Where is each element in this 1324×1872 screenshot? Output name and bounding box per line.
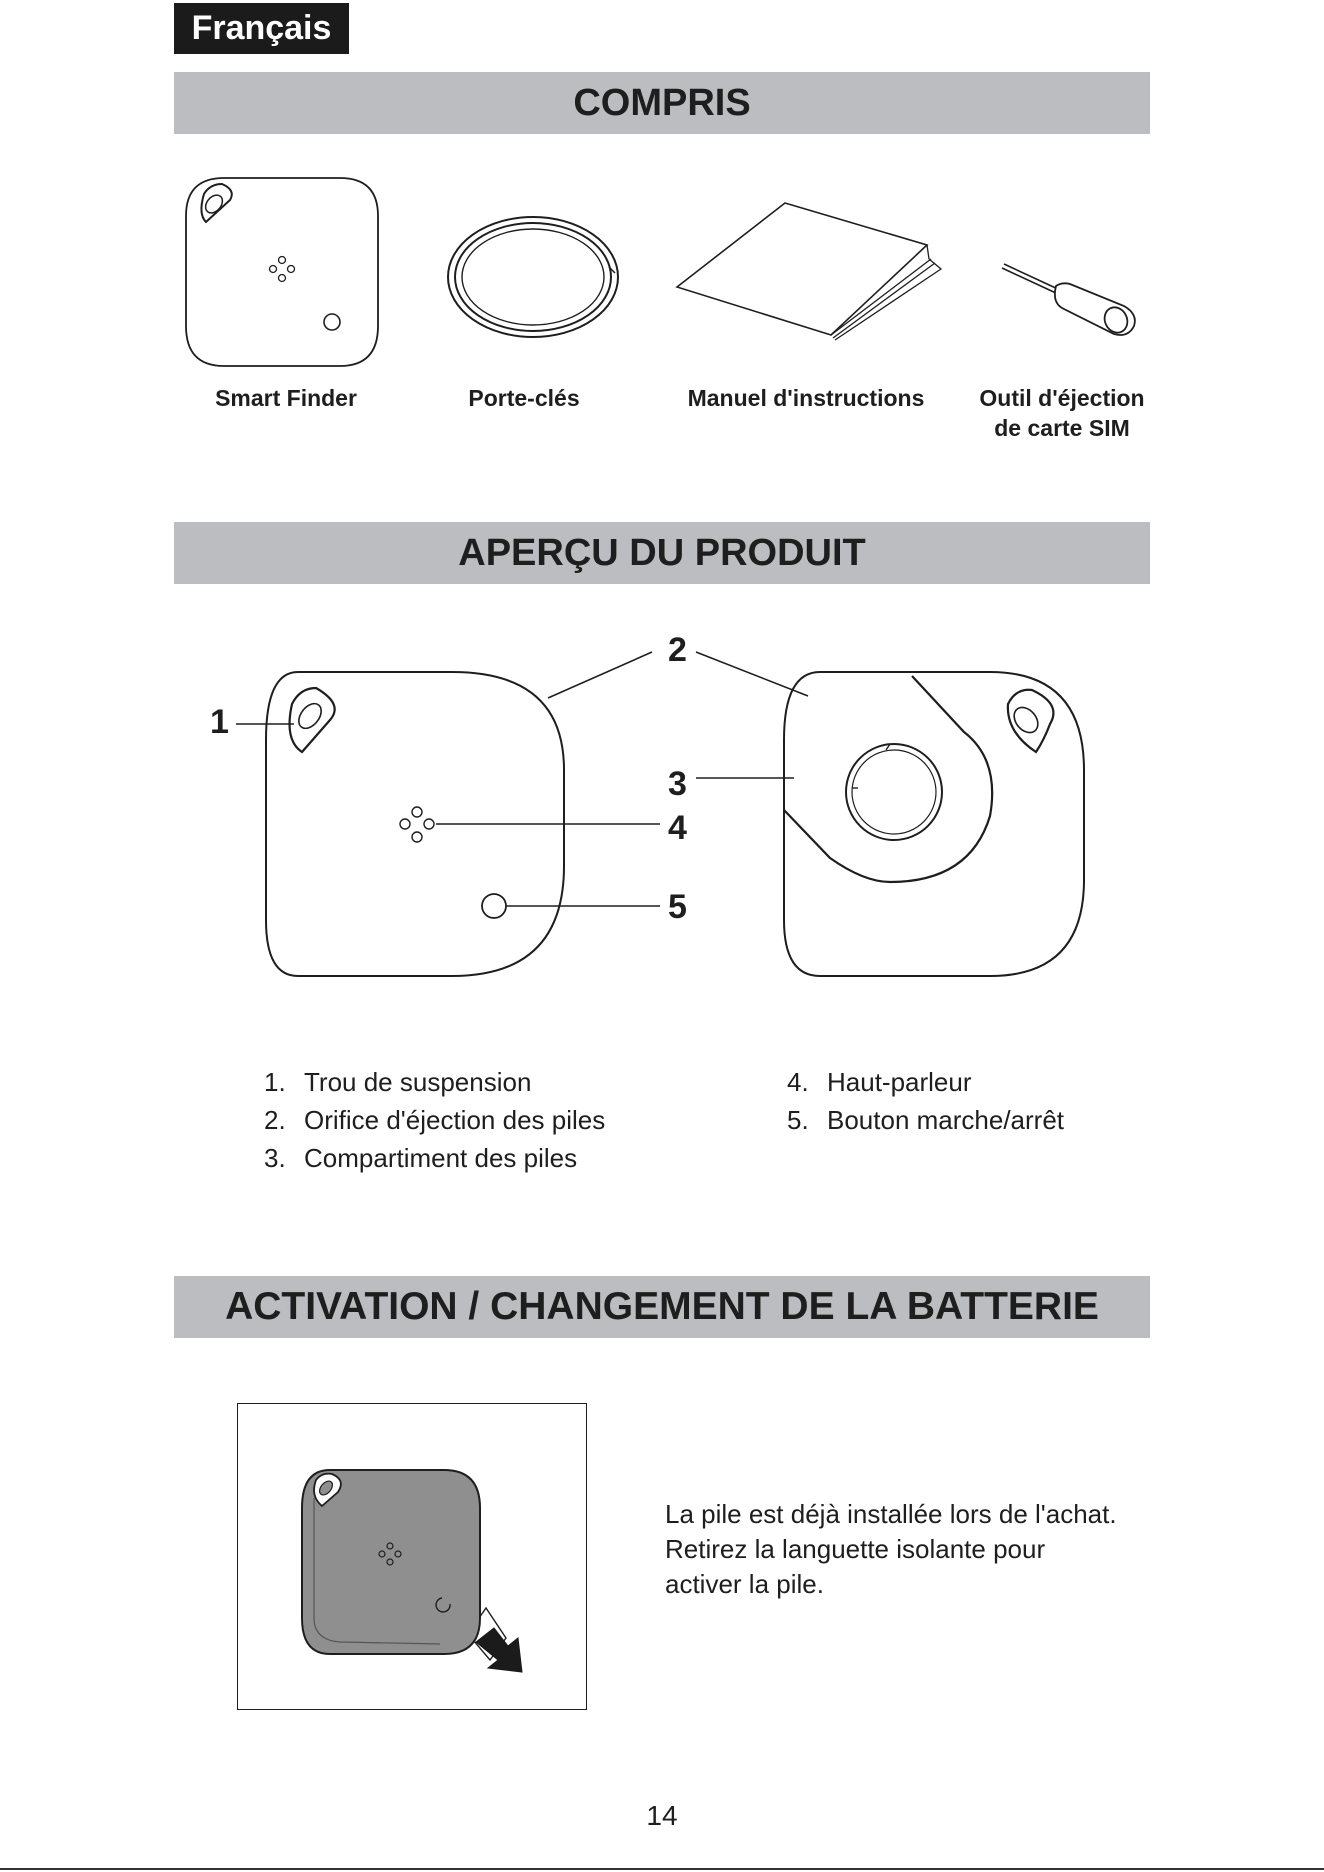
- item-label-outil-line1: Outil d'éjection: [979, 385, 1145, 411]
- list-item: [264, 1063, 605, 1101]
- overview-list-right: [787, 1063, 1064, 1139]
- callout-5: 5: [668, 888, 687, 926]
- suspension-hole-front: [290, 688, 335, 752]
- callout-3: 3: [668, 765, 687, 803]
- sim-eject-tool-illustration: [1000, 258, 1140, 340]
- section-header-apercu: APERÇU DU PRODUIT: [174, 522, 1150, 584]
- list-item-number: 1.: [264, 1067, 286, 1097]
- list-item-text: Bouton marche/arrêt: [827, 1105, 1065, 1135]
- section-header-activation: ACTIVATION / CHANGEMENT DE LA BATTERIE: [174, 1276, 1150, 1338]
- activation-line: La pile est déjà installée lors de l'achat.: [665, 1499, 1117, 1529]
- activation-instructions: [665, 1497, 1165, 1602]
- page-number: 14: [646, 1800, 678, 1831]
- item-label-manuel: Manuel d'instructions: [687, 385, 925, 411]
- list-item: [787, 1063, 1064, 1101]
- language-tab: Français: [174, 3, 349, 54]
- speaker-holes: [400, 807, 434, 842]
- list-item-number: 5.: [787, 1105, 809, 1135]
- activation-line: activer la pile.: [665, 1569, 824, 1599]
- list-item: [264, 1139, 605, 1177]
- item-label-outil-line2: de carte SIM: [994, 415, 1130, 441]
- section-header-compris: COMPRIS: [174, 72, 1150, 134]
- manual-illustration: [673, 199, 945, 341]
- smart-finder-illustration: [184, 176, 380, 368]
- callout-2: 2: [668, 631, 687, 669]
- device-back-body: [784, 672, 1084, 976]
- list-item-number: 4.: [787, 1067, 809, 1097]
- list-item: [264, 1101, 605, 1139]
- power-button: [482, 894, 506, 918]
- item-label-smart-finder: Smart Finder: [215, 385, 357, 411]
- pull-tab-illustration: [300, 1468, 530, 1690]
- activation-line: Retirez la languette isolante pour: [665, 1534, 1046, 1564]
- callout-1: 1: [210, 703, 229, 741]
- callout-4: 4: [668, 809, 687, 847]
- item-label-outil-ejection: [960, 383, 1164, 443]
- list-item-text: Compartiment des piles: [304, 1143, 578, 1173]
- list-item-text: Trou de suspension: [304, 1067, 532, 1097]
- product-overview-diagram: [200, 620, 1100, 980]
- list-item-number: 3.: [264, 1143, 286, 1173]
- item-label-porte-cles: Porte-clés: [468, 385, 580, 411]
- list-item-number: 2.: [264, 1105, 286, 1135]
- key-ring-illustration: [445, 213, 621, 341]
- list-item-text: Orifice d'éjection des piles: [304, 1105, 606, 1135]
- list-item: [787, 1101, 1064, 1139]
- overview-list-left: [264, 1063, 605, 1177]
- list-item-text: Haut-parleur: [827, 1067, 972, 1097]
- activation-figure: [237, 1403, 587, 1710]
- battery-compartment: [784, 676, 992, 882]
- bottom-rule: [0, 1868, 1324, 1870]
